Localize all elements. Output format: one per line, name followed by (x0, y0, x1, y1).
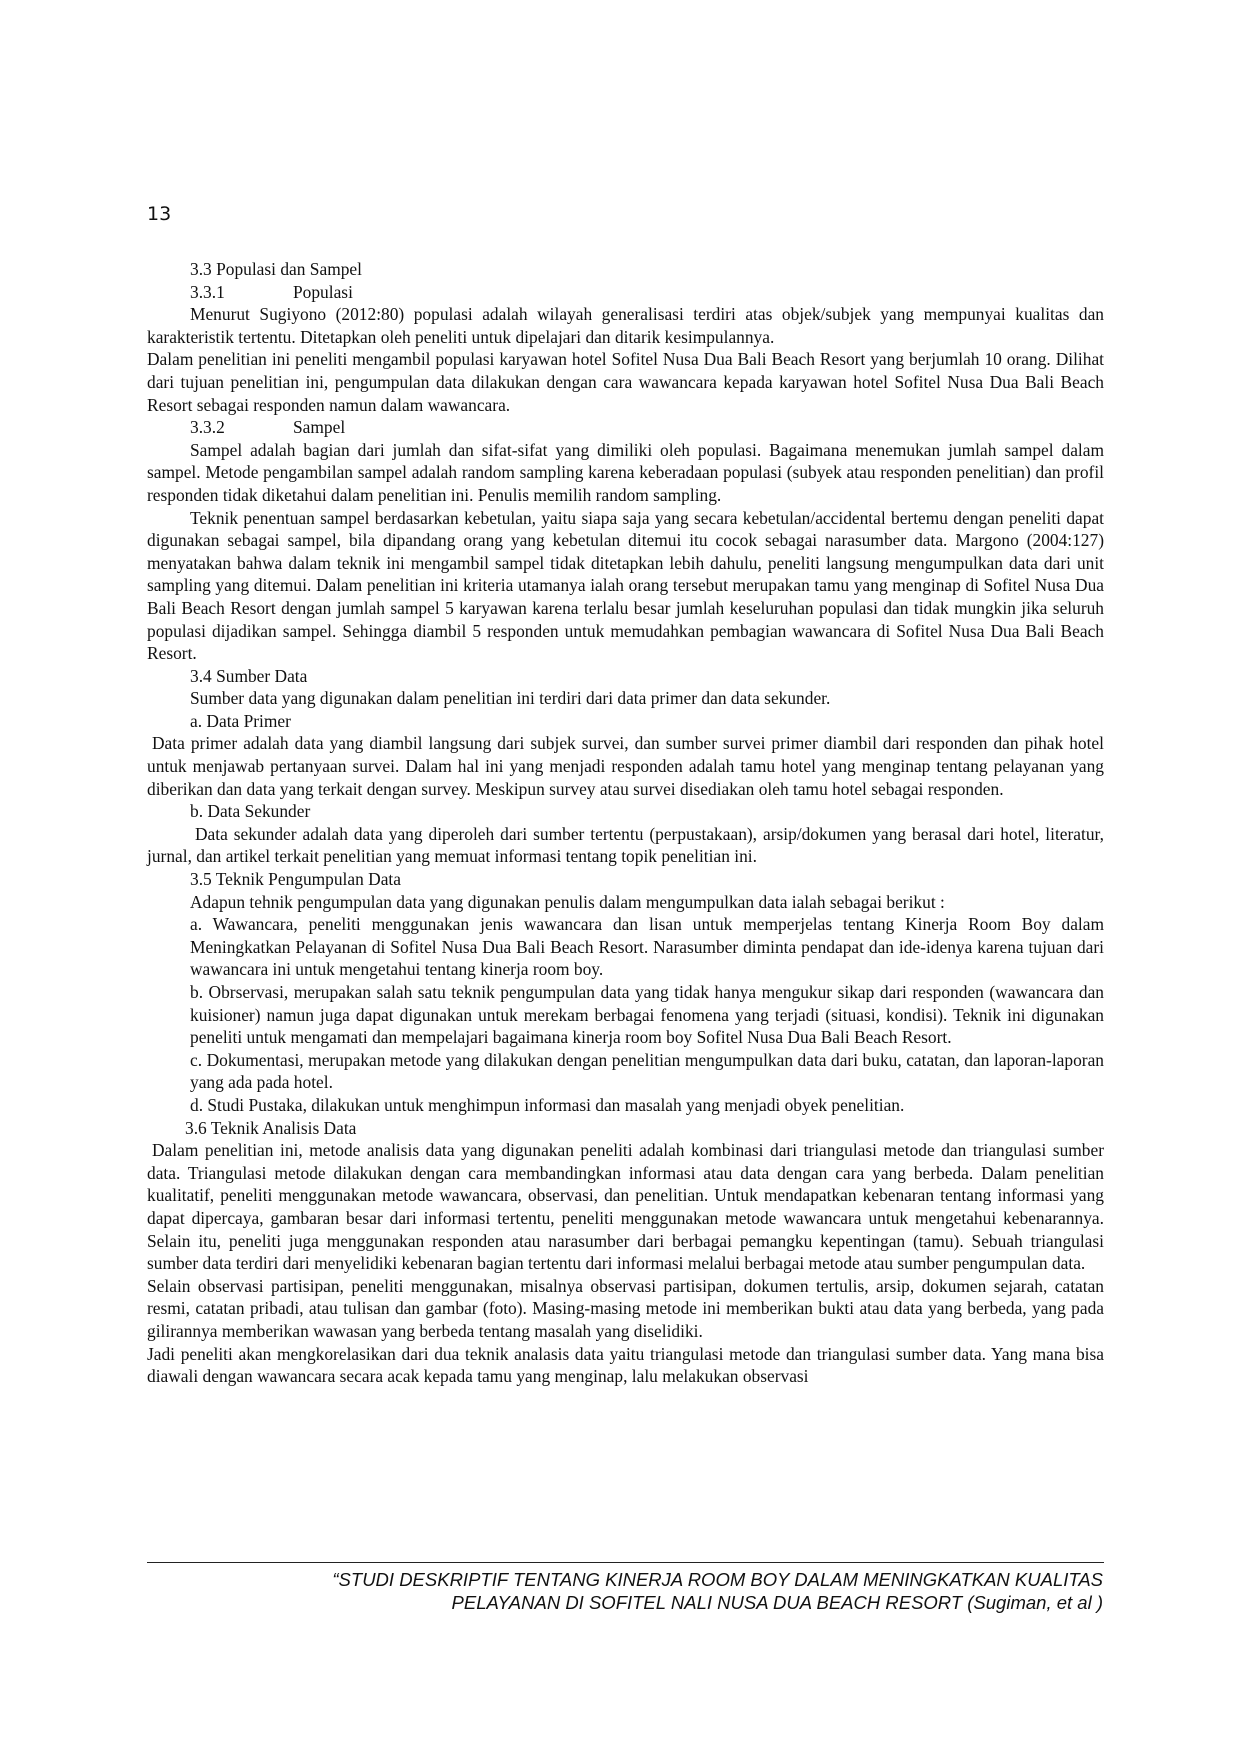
footer-line-2: PELAYANAN DI SOFITEL NALI NUSA DUA BEACH RESORT (Sugiman, et al ) (451, 1592, 1103, 1613)
subsection-title: Populasi (293, 281, 353, 302)
paragraph: Jadi peneliti akan mengkorelasikan dari dua teknik analasis data yaitu triangulasi metode dan triangulasi sumber data. Yang mana bisa diawali dengan wawancara secara acak kepada tamu yang menginap, lalu melakukan observasi (147, 1343, 1104, 1387)
subsection-number: 3.3.1 (190, 281, 225, 302)
paragraph: Data sekunder adalah data yang diperoleh dari sumber tertentu (perpustakaan), arsip/dokumen yang berasal dari hotel, literatur, jurnal, dan artikel terkait penelitian yang memuat informasi tentang topik penelitian ini. (147, 823, 1104, 867)
section-heading-3-4: 3.4 Sumber Data (190, 665, 308, 686)
body-text (147, 258, 1104, 1388)
subsection-number: 3.3.2 (190, 417, 225, 438)
list-label-data-sekunder: b. Data Sekunder (190, 801, 311, 822)
subsection-title: Sampel (293, 417, 346, 438)
footer-line-1: “STUDI DESKRIPTIF TENTANG KINERJA ROOM BOY DALAM MENINGKATKAN KUALITAS (332, 1569, 1103, 1590)
section-heading-3-3: 3.3 Populasi dan Sampel (190, 259, 362, 279)
paragraph: Sampel adalah bagian dari jumlah dan sifat-sifat yang dimiliki oleh populasi. Bagaimana menemukan jumlah sampel dalam sampel. Metode pengambilan sampel adalah random sampling karena keberadaan populasi (subyek atau responden penelitian) dan profil responden tidak diketahui dalam penelitian ini. Penulis memilih random sampling. (147, 439, 1104, 505)
paragraph: Dalam penelitian ini peneliti mengambil populasi karyawan hotel Sofitel Nusa Dua Bali Beach Resort yang berjumlah 10 orang. Dilihat dari tujuan penelitian ini, pengumpulan data dilakukan dengan cara wawancara kepada karyawan hotel Sofitel Nusa Dua Bali Beach Resort sebagai responden namun dalam wawancara. (147, 349, 1104, 415)
footer-divider (147, 1562, 1104, 1563)
list-item: a. Wawancara, peneliti menggunakan jenis wawancara dan lisan untuk memperjelas tentang Kinerja Room Boy dalam Meningkatkan Pelayanan di Sofitel Nusa Dua Bali Beach Resort. Narasumber diminta pendapat dan ide-idenya karena tujuan dari wawancara ini untuk mengetahui tentang kinerja room boy. (190, 914, 1104, 980)
paragraph: Selain observasi partisipan, peneliti menggunakan, misalnya observasi partisipan, dokumen tertulis, arsip, dokumen sejarah, catatan resmi, catatan pribadi, atau tulisan dan gambar (foto). Masing-masing metode ini memberikan bukti atau data yang berbeda, yang pada gilirannya memberikan wawasan yang berbeda tentang masalah yang diselidiki. (147, 1275, 1104, 1341)
section-heading-3-5: 3.5 Teknik Pengumpulan Data (190, 869, 401, 890)
paragraph: Data primer adalah data yang diambil langsung dari subjek survei, dan sumber survei primer diambil dari responden dan pihak hotel untuk menjawab pertanyaan survei. Dalam hal ini yang menjadi responden adalah tamu hotel yang menginap tentang pelayanan yang diberikan dan data yang terkait dengan survey. Meskipun survey atau survei disediakan oleh tamu hotel sebagai responden. (147, 733, 1104, 799)
subsection-heading-3-3-2 (147, 416, 1104, 439)
list-item: d. Studi Pustaka, dilakukan untuk menghimpun informasi dan masalah yang menjadi obyek penelitian. (190, 1094, 905, 1115)
subsection-heading-3-3-1 (147, 281, 1104, 304)
list-item: c. Dokumentasi, merupakan metode yang dilakukan dengan penelitian mengumpulkan data dari buku, catatan, dan laporan-laporan yang ada pada hotel. (190, 1049, 1104, 1093)
paragraph: Menurut Sugiyono (2012:80) populasi adalah wilayah generalisasi terdiri atas objek/subjek yang mempunyai kualitas dan karakteristik tertentu. Ditetapkan oleh peneliti untuk dipelajari dan ditarik kesimpulannya. (147, 304, 1104, 347)
paragraph: Teknik penentuan sampel berdasarkan kebetulan, yaitu siapa saja yang secara kebetulan/accidental bertemu dengan peneliti dapat digunakan sebagai sampel, bila dipandang orang yang kebetulan ditemui itu cocok sebagai narasumber data. Margono (2004:127) menyatakan bahwa dalam teknik ini mengambil sampel tidak ditetapkan lebih dahulu, peneliti langsung mengumpulkan data dari unit sampling yang ditemui. Dalam penelitian ini kriteria utamanya ialah orang tersebut merupakan tamu yang menginap di Sofitel Nusa Dua Bali Beach Resort dengan jumlah sampel 5 karyawan karena terlalu besar jumlah keseluruhan populasi dan tidak mungkin jika seluruh populasi dijadikan sampel. Sehingga diambil 5 responden untuk memudahkan pembagian wawancara di Sofitel Nusa Dua Bali Beach Resort. (147, 507, 1104, 664)
list-item: b. Obrservasi, merupakan salah satu teknik pengumpulan data yang tidak hanya mengukur sikap dari responden (wawancara dan kuisioner) namun juga dapat digunakan untuk merekam berbagai fenomena yang terjadi (situasi, kondisi). Teknik ini digunakan peneliti untuk mengamati dan mempelajari bagaimana kinerja room boy Sofitel Nusa Dua Bali Beach Resort. (190, 982, 1104, 1048)
paragraph: Sumber data yang digunakan dalam penelitian ini terdiri dari data primer dan data sekunder. (190, 688, 831, 709)
paragraph: Adapun tehnik pengumpulan data yang digunakan penulis dalam mengumpulkan data ialah sebagai berikut : (190, 891, 945, 912)
running-footer (223, 1568, 1103, 1614)
list-label-data-primer: a. Data Primer (190, 710, 291, 731)
paragraph: Dalam penelitian ini, metode analisis data yang digunakan peneliti adalah kombinasi dari triangulasi metode dan triangulasi sumber data. Triangulasi metode dilakukan dengan cara membandingkan informasi atau data dengan cara yang berbeda. Dalam penelitian kualitatif, peneliti menggunakan metode wawancara, observasi, dan penelitian. Untuk mendapatkan kebenaran tentang informasi yang dapat dipercaya, gambaran besar dari informasi tertentu, peneliti menggunakan metode wawancara untuk mengetahui kebenarannya. Selain itu, peneliti juga menggunakan responden atau narasumber dari berbagai pemangku kepentingan (tamu). Sebuah triangulasi sumber data terdiri dari menyelidiki kebenaran bagian tertentu dari informasi melalui berbagai metode atau sumber pengumpulan data. (147, 1140, 1104, 1274)
page-number: 13 (147, 203, 172, 225)
section-heading-3-6: 3.6 Teknik Analisis Data (185, 1117, 357, 1138)
